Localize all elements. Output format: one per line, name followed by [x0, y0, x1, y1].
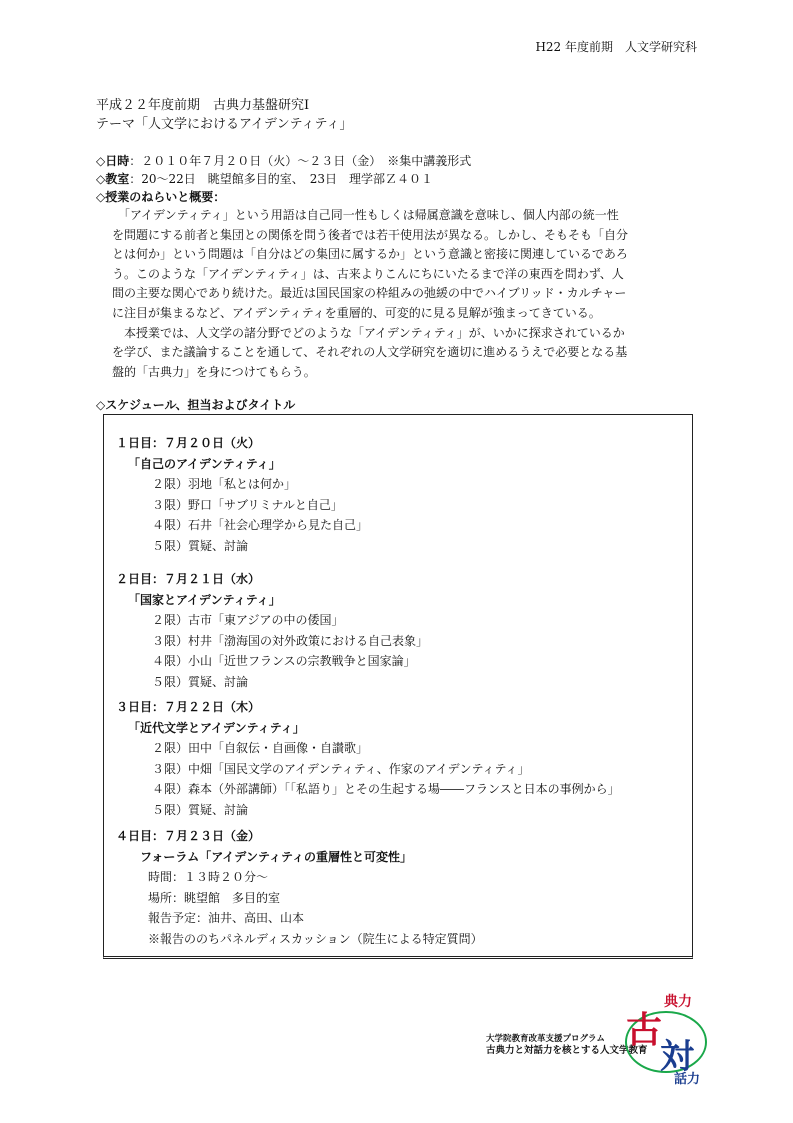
aim-row: [96, 188, 696, 206]
day-2: [116, 569, 428, 693]
session-item: ２限）田中「自叙伝・自画像・自讃歌」: [152, 741, 369, 756]
session-item: ２限）羽地「私とは何か」: [152, 477, 297, 492]
aim-label: ◇授業のねらいと概要: [96, 190, 214, 204]
session-item: ２限）古市「東アジアの中の倭国」: [152, 613, 344, 628]
aim-para1-line: 間の主要な関心であり続けた。最近は国民国家の枠組みの弛緩の中でハイブリッド・カルチャー: [112, 286, 627, 301]
date-label: ◇日時: [96, 154, 130, 168]
room-row: [96, 170, 696, 188]
day-1: [116, 433, 368, 557]
day-theme: フォーラム「アイデンティティの重層性と可変性」: [140, 849, 413, 864]
schedule-heading: ◇スケジュール、担当およびタイトル: [96, 398, 296, 412]
session-item: ３限）村井「渤海国の対外政策における自己表象」: [152, 633, 429, 648]
room-value: ：20～22日 眺望館多目的室、 23日 理学部Ｚ４０１: [129, 172, 434, 186]
program-line-1: 大学院教育改革支援プログラム: [486, 1034, 605, 1044]
aim-paragraph-1: [96, 206, 696, 324]
forum-item: 時間：１３時２０分～: [148, 870, 269, 885]
aim-para1-line: とは何か」という問題は「自分はどの集団に属するか」という意識と密接に関連しているであろ: [112, 247, 628, 262]
session-item: ４限）石井「社会心理学から見た自己」: [152, 518, 369, 533]
schedule-box: [103, 414, 693, 959]
aim-para2-line: 盤的「古典力」を身につけてもらう。: [112, 364, 316, 379]
day-3: [116, 697, 620, 821]
session-item: ４限）小山「近世フランスの宗教戦争と国家論」: [152, 654, 416, 669]
aim-para1-line: う。このような「アイデンティティ」は、古来よりこんにちにいたるまで洋の東西を問わず、人: [112, 266, 624, 281]
title-block: [96, 96, 353, 134]
session-item: ５限）質疑、討論: [152, 802, 249, 817]
logo-main-char-1: 古: [626, 1010, 663, 1051]
aim-para2-line: を学び、また議論することを通して、それぞれの人文学研究を適切に進めるうえで必要となる基: [112, 345, 628, 360]
logo-main-char-2: 対: [660, 1037, 694, 1077]
aim-colon: ：: [213, 190, 226, 204]
header-course-label: H22 年度前期 人文学研究科: [535, 40, 697, 54]
session-item: ３限）中畑「国民文学のアイデンティティ、作家のアイデンティティ」: [152, 761, 530, 776]
logo-top-text: 典力: [664, 994, 692, 1010]
session-item: ３限）野口「サブリミナルと自己」: [152, 497, 343, 512]
day-heading: ３日目：７月２２日（木）: [116, 700, 261, 714]
aim-para1-line: 「アイデンティティ」という用語は自己同一性もしくは帰属意識を意味し、個人内部の統一性: [112, 208, 619, 222]
program-logo-icon: [620, 990, 710, 1085]
program-line-2: 古典力と対話力を核とする人文学教育: [486, 1045, 648, 1056]
session-item: ５限）質疑、討論: [152, 674, 249, 689]
aim-paragraph-2: [96, 324, 696, 383]
aim-para2-line: 本授業では、人文学の諸分野でどのような「アイデンティティ」が、いかに探求されているか: [112, 325, 625, 340]
day-theme: 「近代文学とアイデンティティ」: [128, 720, 305, 735]
session-item: ５限）質疑、討論: [152, 538, 249, 553]
forum-item: ※報告ののちパネルディスカッション（院生による特定質問）: [148, 931, 483, 946]
aim-para1-line: を問題にする前者と集団との関係を問う後者では若干使用法が異なる。しかし、そもそも「自分: [112, 227, 629, 242]
day-4: [116, 826, 483, 950]
forum-item: 場所：眺望館 多目的室: [148, 890, 281, 905]
day-theme: 「国家とアイデンティティ」: [128, 592, 281, 607]
session-item: ４限）森本（外部講師）「「私語り」とその生起する場――フランスと日本の事例から」: [152, 782, 620, 797]
day-theme: 「自己のアイデンティティ」: [128, 456, 281, 471]
course-theme: テーマ「人文学におけるアイデンティティ」: [96, 117, 353, 132]
course-info: [96, 152, 696, 382]
logo-bottom-text: 話力: [674, 1072, 701, 1085]
day-heading: ２日目：７月２１日（水）: [116, 572, 261, 586]
aim-para1-line: に注目が集まるなど、アイデンティティを重層的、可変的に見る見解が強まってきている。: [112, 305, 601, 320]
day-heading: １日目：７月２０日（火）: [116, 436, 261, 450]
course-title: 平成２２年度前期 古典力基盤研究Ⅰ: [96, 98, 310, 113]
forum-item: 報告予定：油井、高田、山本: [148, 911, 305, 926]
room-label: ◇教室: [96, 172, 130, 186]
day-heading: ４日目：７月２３日（金）: [116, 829, 261, 843]
date-row: [96, 152, 696, 170]
date-value: ：２０１０年７月２０日（火）～２３日（金） ※集中講義形式: [129, 154, 472, 168]
